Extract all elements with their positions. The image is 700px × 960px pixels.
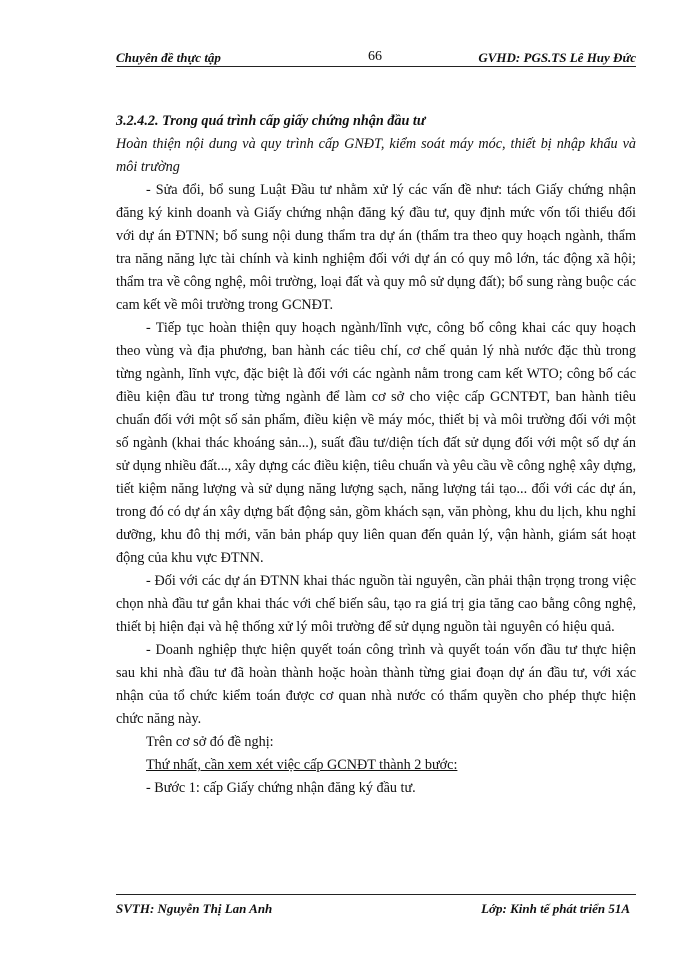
step-1: - Bước 1: cấp Giấy chứng nhận đăng ký đầu tư. <box>146 780 416 796</box>
section-subheading: Hoàn thiện nội dung và quy trình cấp GNĐT, kiểm soát máy móc, thiết bị nhập khẩu và môi trường <box>116 136 636 175</box>
section-title: 3.2.4.2. Trong quá trình cấp giấy chứng nhận đầu tư <box>116 113 426 129</box>
first-point: Thứ nhất, cần xem xét việc cấp GCNĐT thành 2 bước: <box>146 757 458 773</box>
footer-student: SVTH: Nguyễn Thị Lan Anh <box>116 901 273 916</box>
paragraph-1: - Sửa đổi, bổ sung Luật Đầu tư nhằm xử lý các vấn đề như: tách Giấy chứng nhận đăng ký kinh doanh và Giấy chứng nhận đăng ký đầu tư, quy định mức vốn tối thiểu đối với dự án ĐTNN; bổ sung nội dung thẩm tra dự án (thẩm tra theo quy hoạch ngành, thẩm tra năng năng lực tài chính và kinh nghiệm đối với dự án có quy mô lớn, tác động xã hội; thẩm tra về công nghệ, môi trường, loại đất và quy mô sử dụng đất); bổ sung ràng buộc các cam kết về môi trường trong GCNĐT. <box>116 182 636 313</box>
paragraph-2: - Tiếp tục hoàn thiện quy hoạch ngành/lĩnh vực, công bố công khai các quy hoạch theo vùng và địa phương, ban hành các tiêu chí, cơ chế quản lý nhà nước đặc thù trong từng ngành, lĩnh vực, đặc biệt là đối với các ngành nằm trong cam kết WTO; công bố các điều kiện đầu tư trong từng ngành để làm cơ sở cho việc cấp GCNTĐT, ban hành tiêu chuẩn đối với một số sản phẩm, điều kiện về máy móc, thiết bị và môi trường đối với một số ngành (khai thác khoáng sản...), suất đầu tư/diện tích đất sử dụng đối với một số dự án sử dụng nhiều đất..., xây dựng các điều kiện, tiêu chuẩn và yêu cầu về công nghệ xây dựng, tiết kiệm năng lượng và sử dụng năng lượng sạch, năng lượng tái tạo... đối với các dự án, trong đó có dự án xây dựng bất động sản, gồm khách sạn, văn phòng, khu du lịch, khu nghỉ dưỡng, khu đô thị mới, văn bản pháp quy liên quan đến quản lý, vận hành, giám sát hoạt động của khu vực ĐTNN. <box>116 320 636 566</box>
page-number: 66 <box>368 49 382 64</box>
page-header <box>116 46 636 67</box>
header-course-title: Chuyên đề thực tập <box>116 50 221 65</box>
document-body <box>116 110 636 800</box>
page-footer <box>116 894 636 921</box>
paragraph-4: - Doanh nghiệp thực hiện quyết toán công trình và quyết toán vốn đầu tư thực hiện sau khi nhà đầu tư đã hoàn thành hoặc hoàn thành từng giai đoạn dự án đầu tư, với xác nhận của tổ chức kiểm toán được cơ quan nhà nước có thẩm quyền cho phép thực hiện chức năng này. <box>116 642 636 727</box>
paragraph-3: - Đối với các dự án ĐTNN khai thác nguồn tài nguyên, cần phải thận trọng trong việc chọn nhà đầu tư gắn khai thác với chế biến sâu, tạo ra giá trị gia tăng cao bằng công nghệ, thiết bị hiện đại và hệ thống xử lý môi trường để sử dụng nguồn tài nguyên có hiệu quả. <box>116 573 636 635</box>
header-supervisor: GVHD: PGS.TS Lê Huy Đức <box>478 50 636 65</box>
proposal-intro: Trên cơ sở đó đề nghị: <box>146 734 274 750</box>
footer-class: Lớp: Kinh tế phát triển 51A <box>481 901 630 916</box>
